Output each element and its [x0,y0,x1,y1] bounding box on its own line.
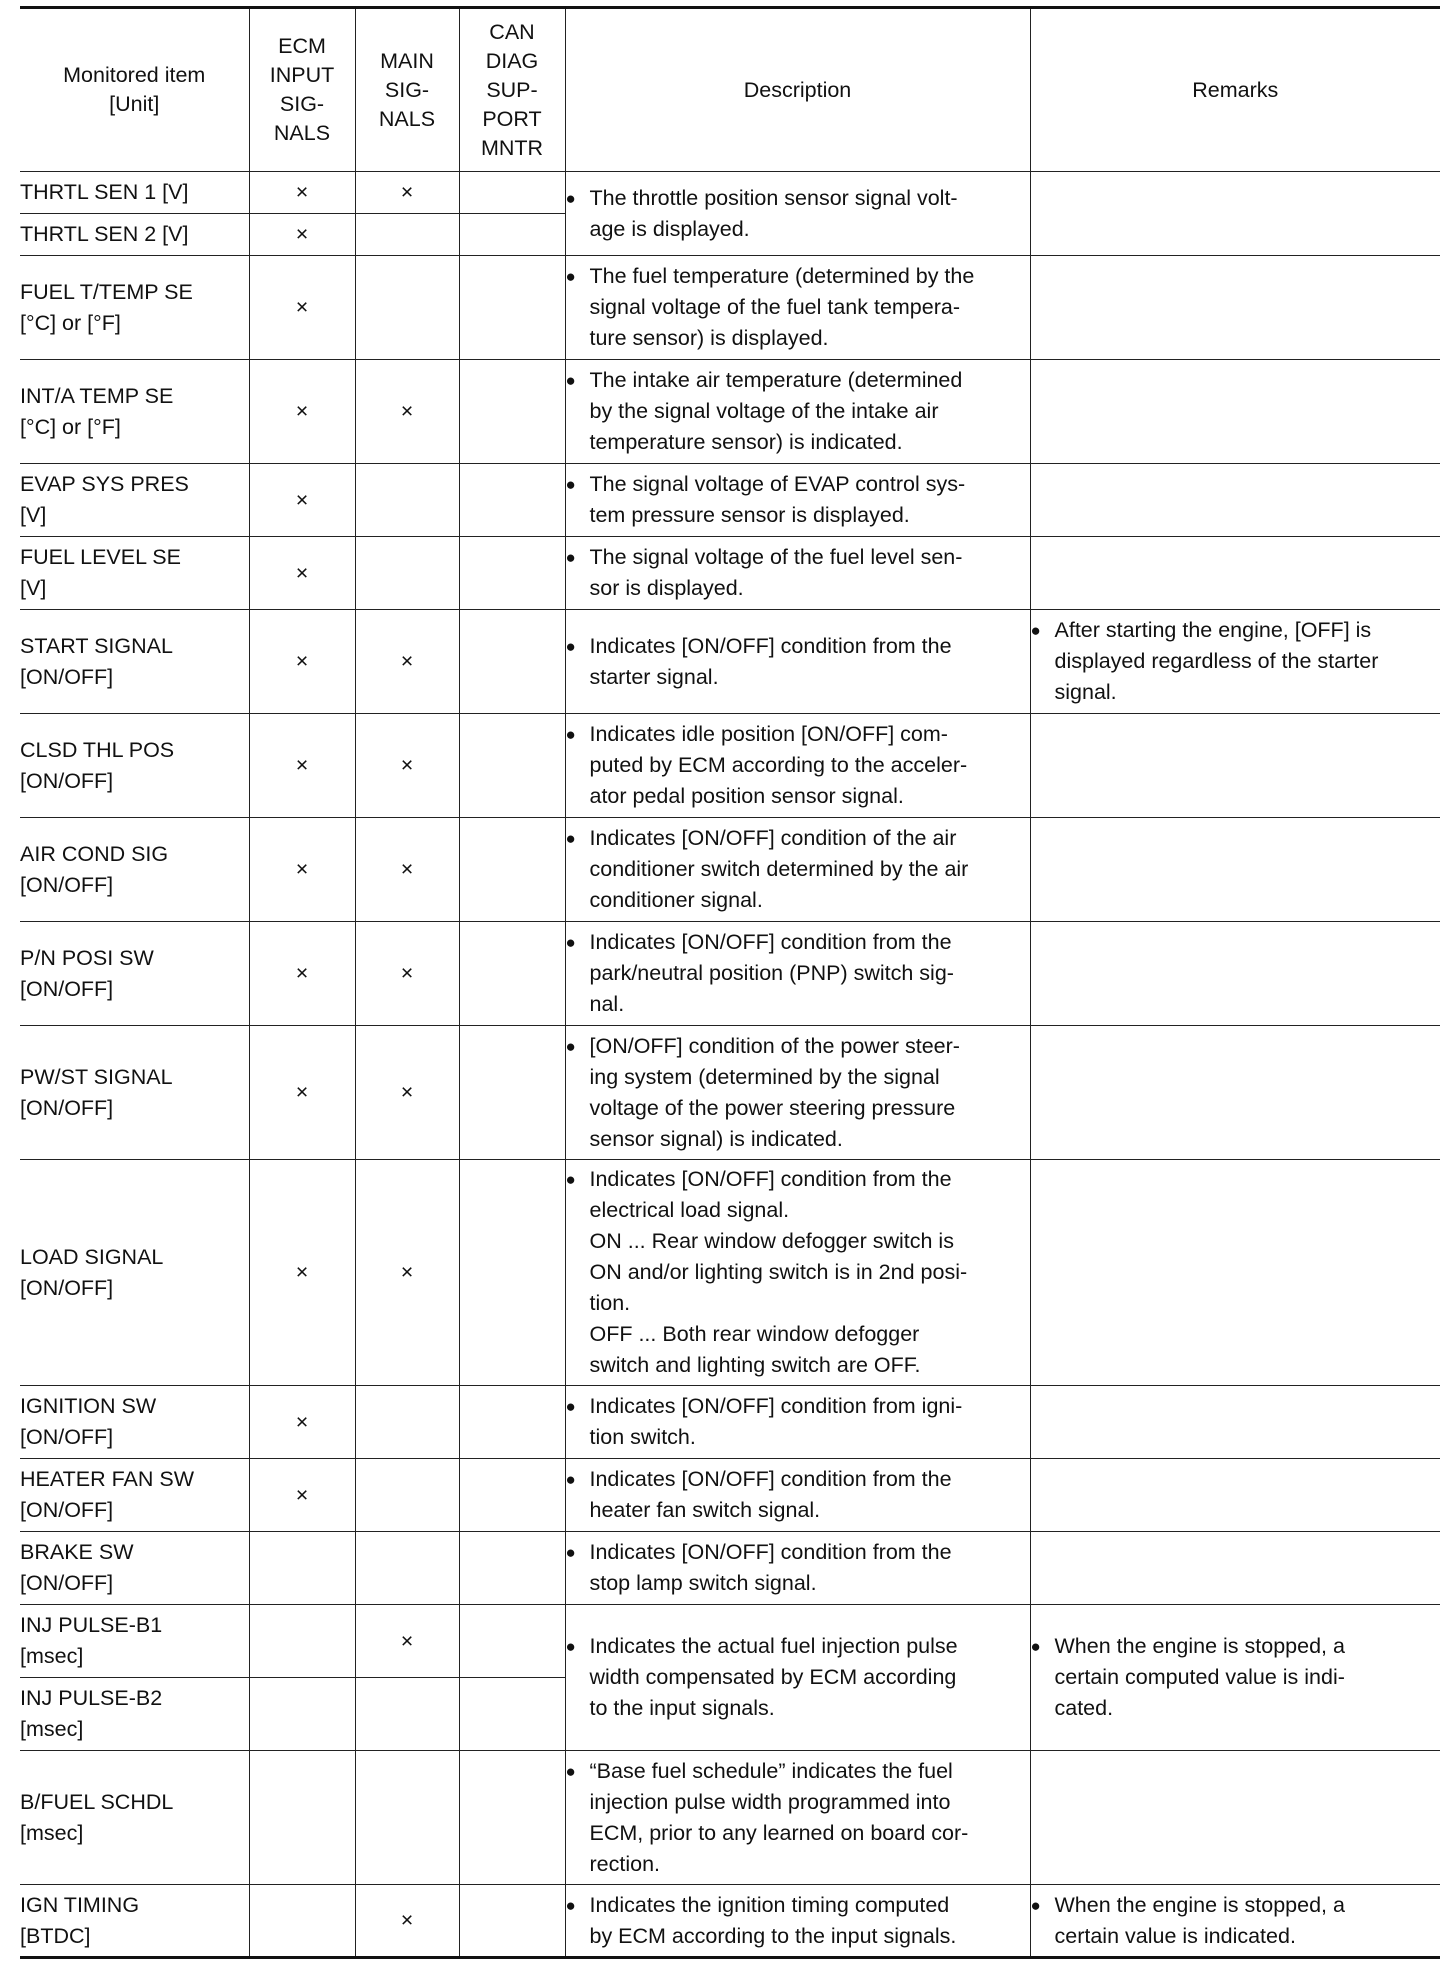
table-row [20,1885,1440,1958]
remarks-text: When the engine is stopped, a certain value is indicated. [1054,1892,1345,1948]
ecm-input-mark [249,1751,355,1885]
can-diag-cell [459,1532,565,1605]
description-text: “Base fuel schedule” indicates the fuel injection pulse width programmed into ECM, prior to any learned on board cor- rection. [589,1758,969,1876]
monitored-item: EVAP SYS PRES [V] [20,464,249,537]
header-ecm-input-signals: ECM INPUT SIG- NALS [249,8,355,172]
bullet-icon: ● [565,1761,576,1781]
ecm-input-mark: × [249,1160,355,1386]
description-text: The signal voltage of EVAP control sys- tem pressure sensor is displayed. [589,472,966,527]
ecm-input-mark: × [249,1386,355,1459]
description-cell [565,256,1030,360]
description-cell [565,1751,1030,1885]
can-diag-cell [459,214,565,256]
can-diag-cell [459,922,565,1026]
bullet-icon: ● [565,1036,576,1056]
can-diag-cell [459,1678,565,1751]
description-text: The fuel temperature (determined by the signal voltage of the fuel tank tempera- ture sensor) is displayed. [589,264,975,350]
can-diag-cell [459,256,565,360]
can-diag-cell [459,1160,565,1386]
description-text: Indicates [ON/OFF] condition from the starter signal. [589,633,952,689]
main-signal-mark [355,1678,459,1751]
description-cell [565,818,1030,922]
remarks-cell [1030,818,1440,922]
remarks-cell [1030,1386,1440,1459]
ecm-input-mark: × [249,1026,355,1160]
remarks-cell [1030,610,1440,714]
description-text: Indicates idle position [ON/OFF] com- puted by ECM according to the acceler- ator pedal position sensor signal. [589,722,968,808]
main-signal-mark: × [355,1605,459,1678]
monitored-item: INJ PULSE-B1 [msec] [20,1605,249,1678]
table-row [20,714,1440,818]
remarks-cell [1030,1605,1440,1751]
remarks-cell [1030,172,1440,256]
main-signal-mark [355,1532,459,1605]
monitored-item: LOAD SIGNAL [ON/OFF] [20,1160,249,1386]
description-cell [565,360,1030,464]
description-text: Indicates [ON/OFF] condition from the heater fan switch signal. [589,1467,952,1522]
bullet-icon: ● [565,371,576,390]
monitored-item: START SIGNAL [ON/OFF] [20,610,249,714]
monitored-item: CLSD THL POS [ON/OFF] [20,714,249,818]
bullet-icon: ● [565,725,576,744]
remarks-cell [1030,537,1440,610]
description-cell [565,1885,1030,1958]
monitored-item: FUEL T/TEMP SE [°C] or [°F] [20,256,249,360]
table-row [20,1605,1440,1678]
description-cell [565,1459,1030,1532]
main-signal-mark [355,1459,459,1532]
bullet-icon: ● [1030,1895,1041,1915]
description-text: Indicates [ON/OFF] condition from the park/neutral position (PNP) switch sig- nal. [589,930,954,1016]
remarks-cell [1030,464,1440,537]
bullet-icon: ● [565,188,576,208]
can-diag-cell [459,537,565,610]
can-diag-cell [459,464,565,537]
description-cell [565,714,1030,818]
main-signal-mark [355,214,459,256]
bullet-icon: ● [565,548,576,567]
remarks-text: When the engine is stopped, a certain computed value is indi- cated. [1054,1634,1345,1720]
header-main-signals: MAIN SIG- NALS [355,8,459,172]
main-signal-mark [355,1386,459,1459]
ecm-input-mark: × [249,256,355,360]
bullet-icon: ● [1030,621,1041,640]
ecm-input-mark: × [249,464,355,537]
description-cell [565,1386,1030,1459]
monitored-item: IGNITION SW [ON/OFF] [20,1386,249,1459]
bullet-icon: ● [565,475,576,494]
bullet-icon: ● [565,1470,576,1489]
remarks-text: After starting the engine, [OFF] is displayed regardless of the starter signal. [1054,618,1379,704]
can-diag-cell [459,1026,565,1160]
monitored-item: P/N POSI SW [ON/OFF] [20,922,249,1026]
main-signal-mark: × [355,922,459,1026]
header-remarks: Remarks [1030,8,1440,172]
main-signal-mark [355,537,459,610]
description-text: The throttle position sensor signal volt- age is displayed. [589,185,958,241]
main-signal-mark: × [355,172,459,214]
table-row [20,818,1440,922]
bullet-icon: ● [565,267,576,286]
ecm-input-mark [249,1678,355,1751]
table-row [20,1026,1440,1160]
monitored-item: FUEL LEVEL SE [V] [20,537,249,610]
description-text: Indicates the ignition timing computed by ECM according to the input signals. [589,1892,957,1948]
header-monitored-item: Monitored item [Unit] [20,8,249,172]
description-text: Indicates [ON/OFF] condition from the stop lamp switch signal. [589,1540,952,1595]
monitored-item: HEATER FAN SW [ON/OFF] [20,1459,249,1532]
table-row [20,1459,1440,1532]
ecm-input-mark [249,1532,355,1605]
monitored-item: AIR COND SIG [ON/OFF] [20,818,249,922]
description-text: [ON/OFF] condition of the power steer- ing system (determined by the signal voltage of the power steering pressure sensor signal) is indicated. [589,1033,960,1151]
bullet-icon: ● [565,1895,576,1915]
bullet-icon: ● [565,1637,576,1656]
table-row [20,1532,1440,1605]
can-diag-cell [459,1885,565,1958]
ecm-input-mark: × [249,1459,355,1532]
monitored-item: INT/A TEMP SE [°C] or [°F] [20,360,249,464]
table-row [20,256,1440,360]
bullet-icon: ● [565,829,576,848]
remarks-cell [1030,1532,1440,1605]
main-signal-mark [355,1751,459,1885]
bullet-icon: ● [565,636,576,656]
can-diag-cell [459,1605,565,1678]
ecm-input-mark: × [249,714,355,818]
remarks-cell [1030,714,1440,818]
description-text: Indicates [ON/OFF] condition from the electrical load signal. ON ... Rear window defogger switch is ON and/or lighting switch is in 2nd posi- tion. OFF ... Both rear window defogger switch and lighting switch are OFF. [589,1167,968,1377]
ecm-input-mark: × [249,360,355,464]
main-signal-mark: × [355,610,459,714]
main-signal-mark [355,464,459,537]
monitored-item: THRTL SEN 1 [V] [20,172,249,214]
description-cell [565,172,1030,256]
main-signal-mark: × [355,1160,459,1386]
table-row [20,1160,1440,1386]
monitored-item: THRTL SEN 2 [V] [20,214,249,256]
can-diag-cell [459,818,565,922]
bullet-icon: ● [565,1397,576,1416]
can-diag-cell [459,714,565,818]
remarks-cell [1030,360,1440,464]
ecm-input-mark [249,1605,355,1678]
bullet-icon: ● [565,1170,576,1189]
ecm-input-mark: × [249,214,355,256]
description-cell [565,1026,1030,1160]
description-text: The signal voltage of the fuel level sen- sor is displayed. [589,545,963,600]
monitored-item: INJ PULSE-B2 [msec] [20,1678,249,1751]
description-cell [565,610,1030,714]
table-row [20,464,1440,537]
ecm-input-mark: × [249,537,355,610]
monitored-item: PW/ST SIGNAL [ON/OFF] [20,1026,249,1160]
can-diag-cell [459,172,565,214]
monitored-item: B/FUEL SCHDL [msec] [20,1751,249,1885]
table-row [20,1751,1440,1885]
bullet-icon: ● [565,1543,576,1562]
description-cell [565,537,1030,610]
remarks-cell [1030,1160,1440,1386]
description-text: Indicates the actual fuel injection pulse width compensated by ECM according to the input signals. [589,1634,958,1720]
document-page [20,6,1440,1959]
main-signal-mark: × [355,714,459,818]
remarks-cell [1030,1459,1440,1532]
remarks-cell [1030,922,1440,1026]
description-text: Indicates [ON/OFF] condition from igni- tion switch. [589,1394,963,1449]
description-cell [565,1160,1030,1386]
main-signal-mark: × [355,1885,459,1958]
description-text: Indicates [ON/OFF] condition of the air conditioner switch determined by the air conditioner signal. [589,826,969,912]
monitored-item: BRAKE SW [ON/OFF] [20,1532,249,1605]
header-row [20,8,1440,172]
main-signal-mark: × [355,360,459,464]
description-cell [565,922,1030,1026]
description-cell [565,464,1030,537]
main-signal-mark: × [355,1026,459,1160]
header-can-diag-support-mntr: CAN DIAG SUP- PORT MNTR [459,8,565,172]
can-diag-cell [459,360,565,464]
table-row [20,922,1440,1026]
can-diag-cell [459,1459,565,1532]
remarks-cell [1030,1026,1440,1160]
remarks-cell [1030,256,1440,360]
ecm-input-mark: × [249,610,355,714]
table-row [20,537,1440,610]
table-row [20,1386,1440,1459]
monitored-item: IGN TIMING [BTDC] [20,1885,249,1958]
ecm-input-mark: × [249,922,355,1026]
header-description: Description [565,8,1030,172]
can-diag-cell [459,1751,565,1885]
remarks-cell [1030,1885,1440,1958]
table-row [20,610,1440,714]
can-diag-cell [459,1386,565,1459]
bullet-icon: ● [1030,1637,1041,1656]
table-row [20,172,1440,214]
ecm-input-mark: × [249,818,355,922]
monitor-item-table [20,6,1440,1959]
description-cell [565,1605,1030,1751]
table-row [20,360,1440,464]
can-diag-cell [459,610,565,714]
description-cell [565,1532,1030,1605]
bullet-icon: ● [565,933,576,952]
ecm-input-mark [249,1885,355,1958]
ecm-input-mark: × [249,172,355,214]
remarks-cell [1030,1751,1440,1885]
main-signal-mark [355,256,459,360]
description-text: The intake air temperature (determined by the signal voltage of the intake air temperature sensor) is indicated. [589,368,963,454]
main-signal-mark: × [355,818,459,922]
